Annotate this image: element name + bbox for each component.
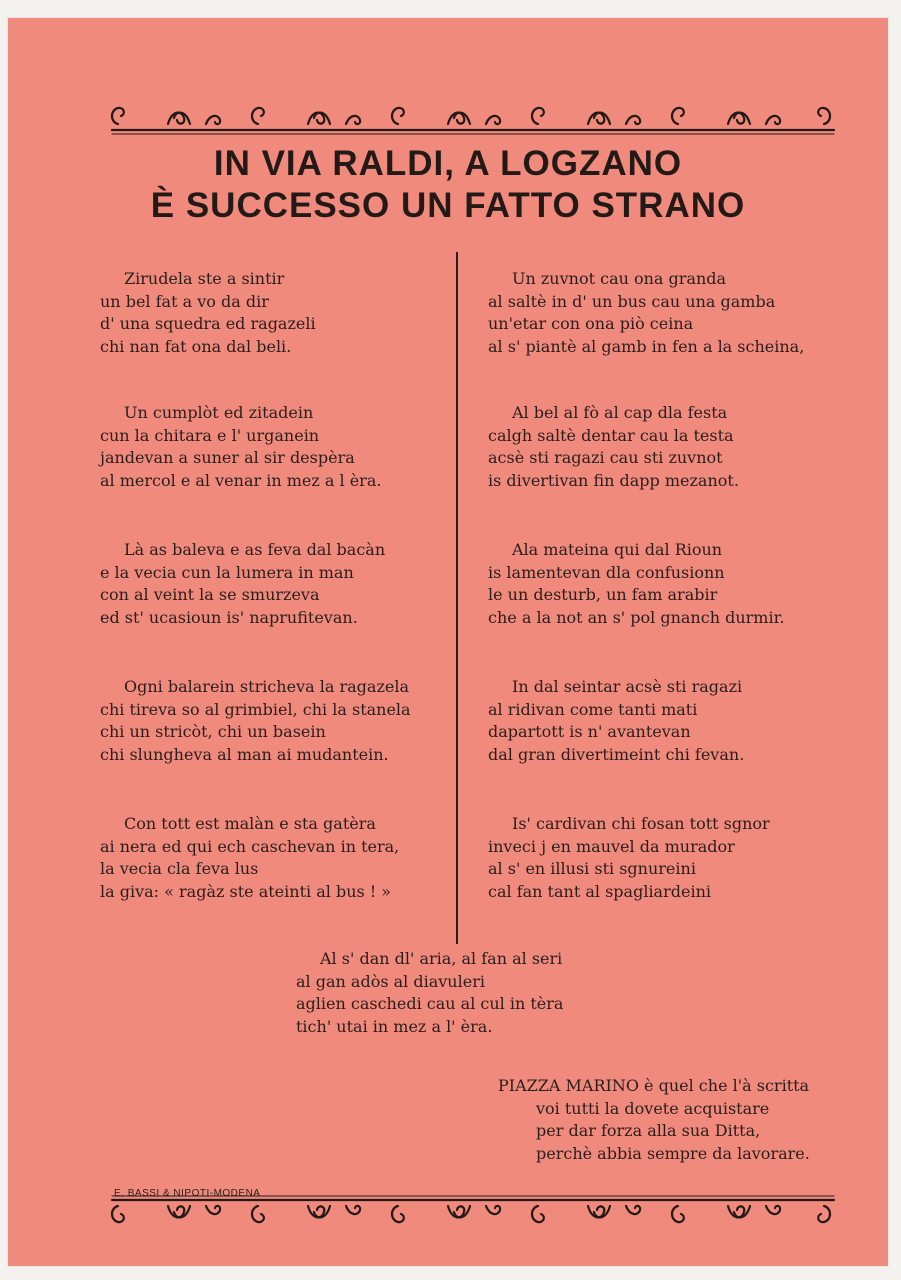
right-stanza-5 [488,813,770,903]
verse-line: per dar forza alla sua Ditta, [536,1121,761,1140]
verse-line: e la vecia cun la lumera in man [100,562,354,582]
verse-line: cun la chitara e l' urganein [100,425,320,445]
verse-line: cal fan tant al spagliardeini [488,881,711,901]
verse-line: Is' cardivan chi fosan tott sgnor [512,814,770,833]
verse-line: al ridivan come tanti mati [488,699,698,719]
ornamental-border-top [108,88,838,138]
title-line-1: IN VIA RALDI, A LOGZANO [213,144,683,183]
verse-line: con al veint la se smurzeva [100,585,320,604]
verse-line: al saltè in d' un bus cau una gamba [488,291,776,311]
verse-line: al s' piantè al gamb in fen a la scheina, [488,336,805,356]
poster-sheet [8,18,888,1266]
verse-line: Ogni balarein stricheva la ragazela [124,677,409,696]
verse-line: calgh saltè dentar cau la testa [488,425,734,445]
verse-line: ai nera ed qui ech caschevan in tera, [100,836,400,856]
verse-line: is lamentevan dla confusionn [488,562,725,582]
verse-line: In dal seintar acsè sti ragazi [512,677,743,696]
verse-line: chi slungheva al man ai mudantein. [100,744,389,764]
verse-line: ed st' ucasioun is' naprufitevan. [100,607,358,627]
right-stanza-4 [488,676,744,766]
verse-line: che a la not an s' pol gnanch durmir. [488,607,785,627]
signature-stanza [498,1075,810,1165]
left-stanza-3 [100,539,385,629]
verse-line: chi tireva so al grimbiel, chi la stanela [100,699,411,719]
printer-credit: E. BASSI & NIPOTI-MODENA [114,1188,261,1199]
verse-line: Un zuvnot cau ona granda [512,269,727,288]
verse-line: PIAZZA MARINO è quel che l'à scritta [498,1076,810,1095]
verse-line: dal gran divertimeint chi fevan. [488,744,745,764]
verse-line: Ala mateina qui dal Rioun [512,540,723,559]
verse-line: chi un stricòt, chi un basein [100,722,326,741]
left-stanza-1 [100,268,316,358]
verse-line: is divertivan fin dapp mezanot. [488,470,739,490]
left-stanza-2 [100,402,381,492]
verse-line: le un desturb, un fam arabir [488,585,718,604]
verse-line: la giva: « ragàz ste ateinti al bus ! » [100,881,392,901]
title-line-2: È SUCCESSO UN FATTO STRANO [150,186,746,225]
column-divider [456,252,458,944]
verse-line: jandevan a suner al sir despèra [100,448,355,467]
verse-line: Al bel al fò al cap dla festa [512,403,728,422]
verse-line: al s' en illusi sti sgnureini [488,859,696,878]
right-stanza-1 [488,268,804,358]
verse-line: Al s' dan dl' aria, al fan al seri [320,949,563,968]
left-stanza-5 [100,813,399,903]
right-stanza-3 [488,539,785,629]
verse-line: Con tott est malàn e sta gatèra [124,814,376,833]
verse-line: voi tutti la dovete acquistare [536,1098,770,1118]
verse-line: aglien caschedi cau al cul in tèra [296,994,564,1013]
verse-line: d' una squedra ed ragazeli [100,314,316,333]
verse-line: perchè abbia sempre da lavorare. [536,1143,810,1163]
verse-line: tich' utai in mez a l' èra. [296,1016,493,1036]
verse-line: la vecia cla feva lus [100,859,259,878]
verse-line: Un cumplòt ed zitadein [124,403,314,422]
verse-line: inveci j en mauvel da murador [488,836,735,856]
verse-line: un'etar con ona piò ceina [488,314,694,333]
verse-line: dapartott is n' avantevan [488,722,691,741]
ornamental-border-bottom [108,1188,838,1238]
verse-line: al gan adòs al diavuleri [296,971,485,991]
right-stanza-2 [488,402,739,492]
verse-line: acsè sti ragazi cau sti zuvnot [488,448,723,467]
verse-line: Zirudela ste a sintir [124,269,285,288]
verse-line: un bel fat a vo da dir [100,291,269,311]
verse-line: Là as baleva e as feva dal bacàn [124,540,386,559]
center-stanza [296,948,563,1038]
left-stanza-4 [100,676,411,766]
verse-line: chi nan fat ona dal beli. [100,336,292,356]
verse-line: al mercol e al venar in mez a l èra. [100,470,382,490]
